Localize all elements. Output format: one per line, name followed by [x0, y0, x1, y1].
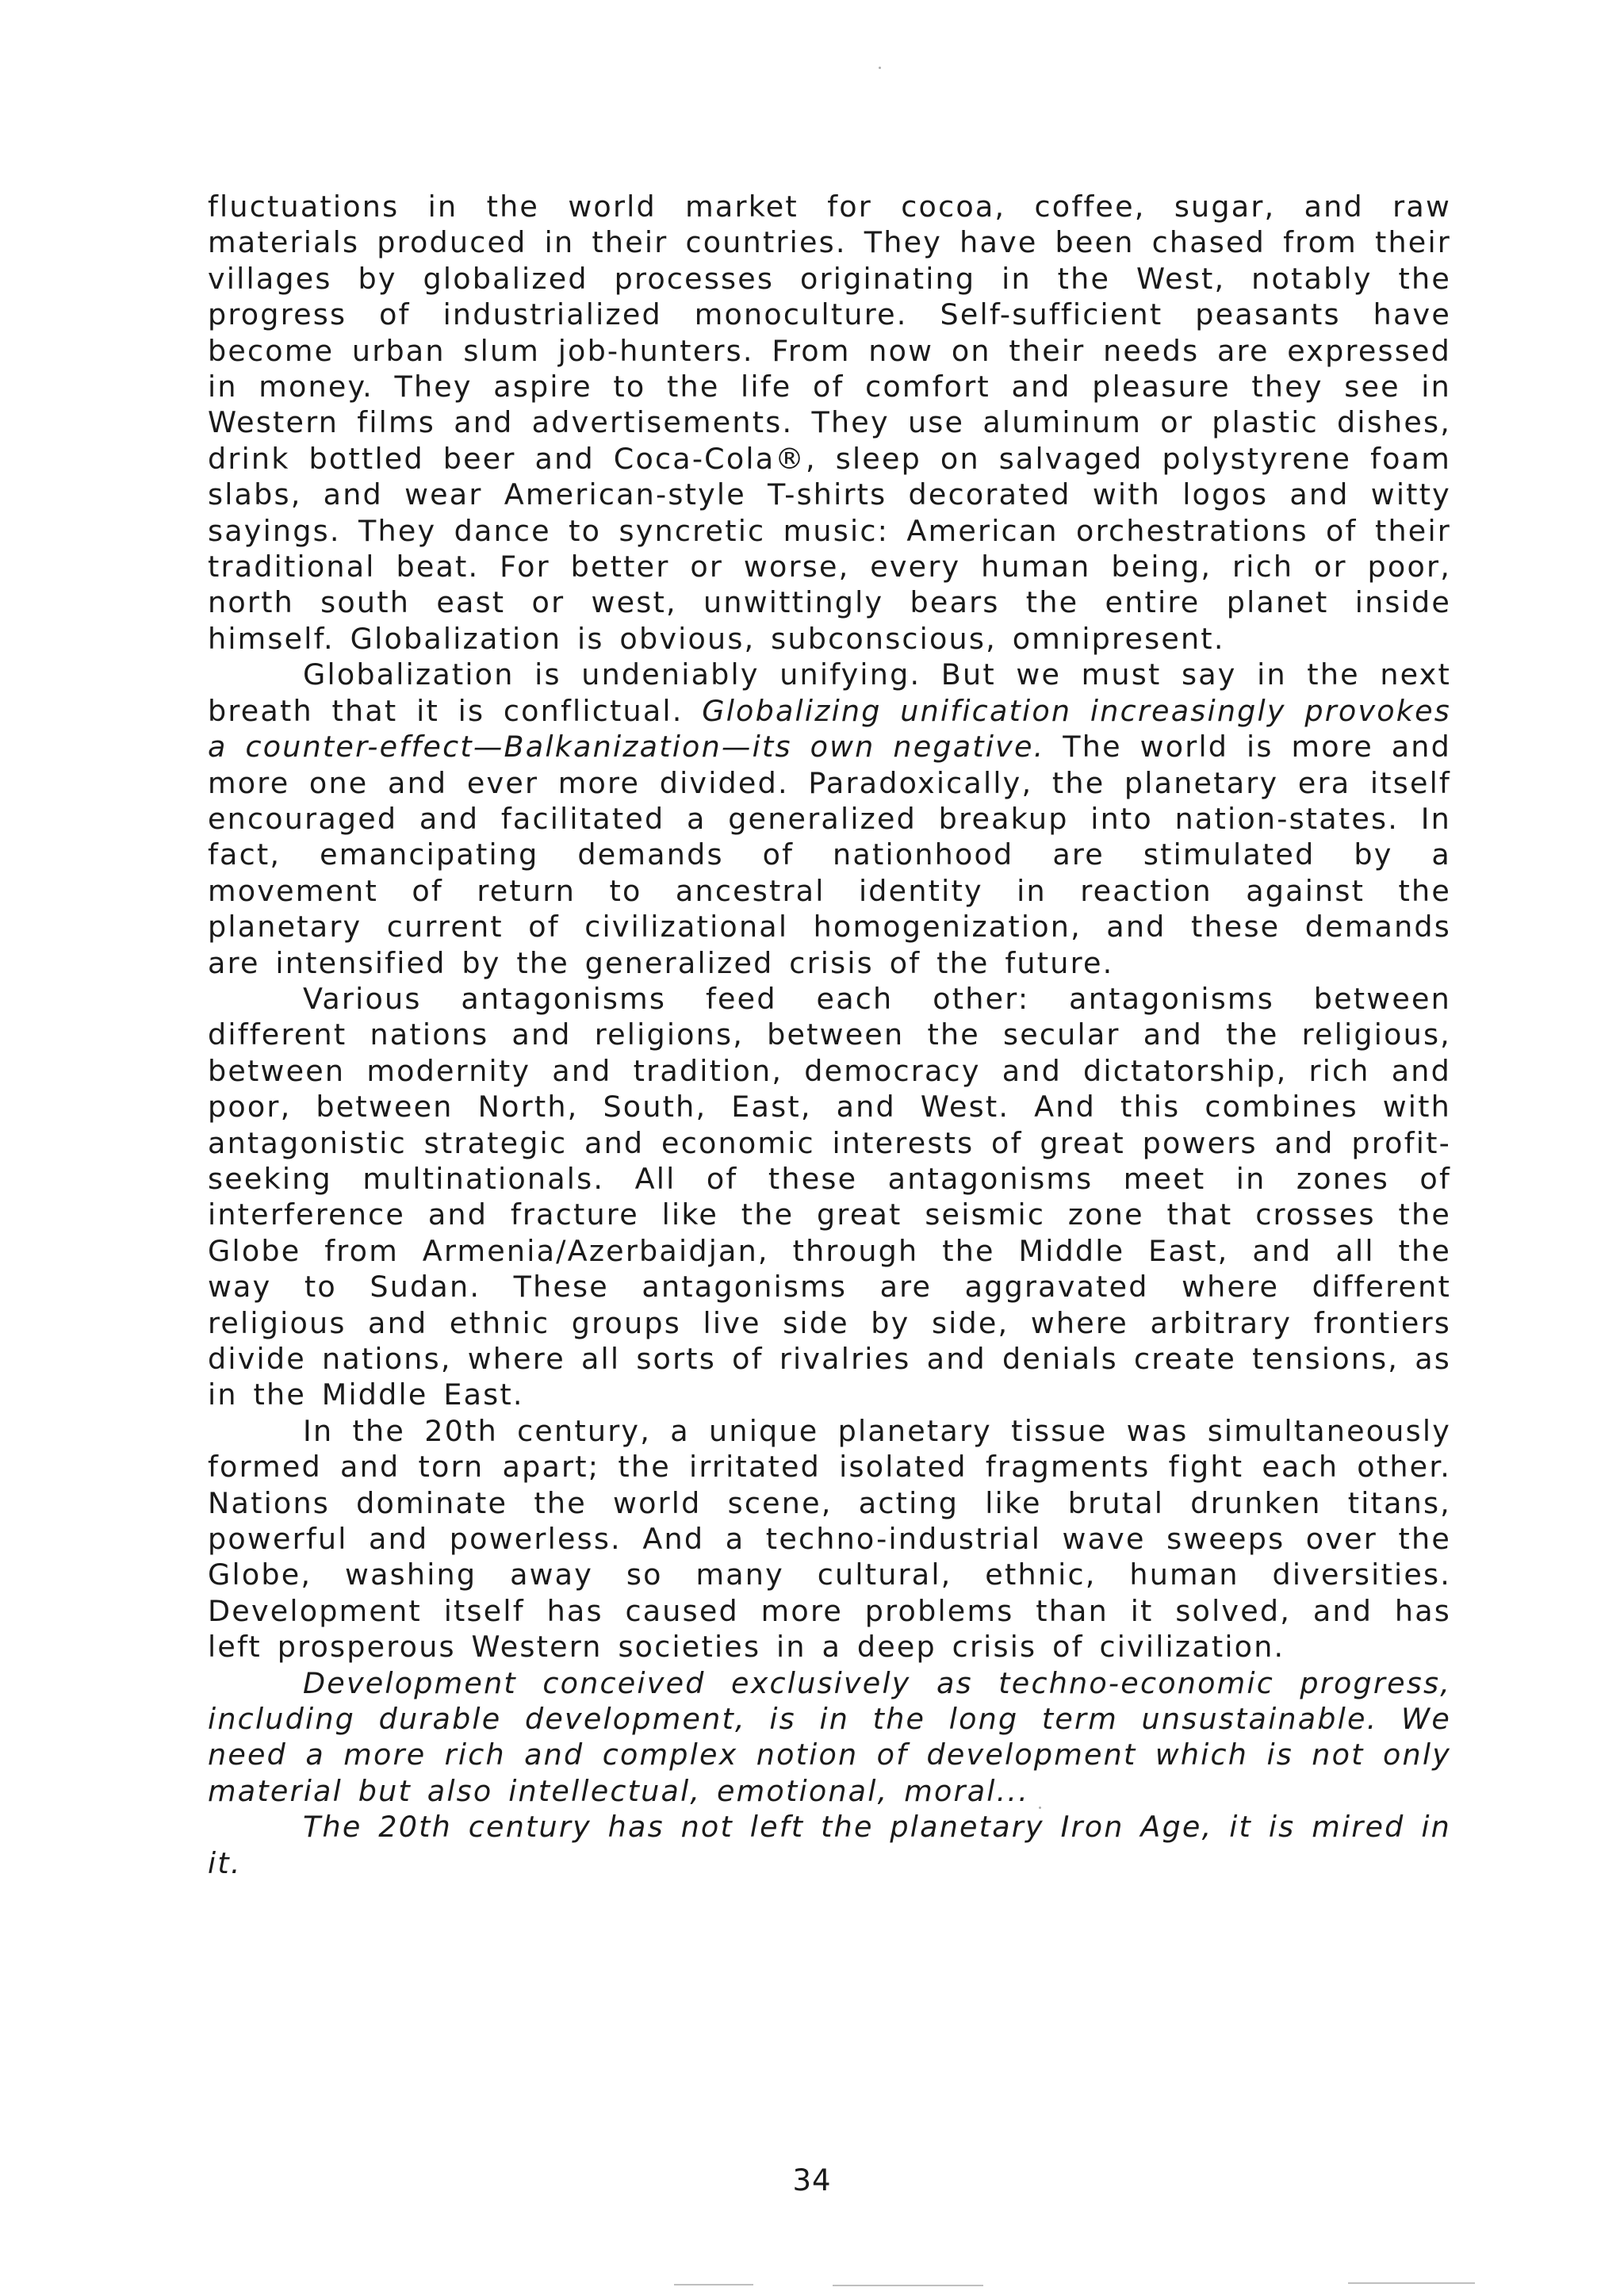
scan-speck [879, 67, 881, 69]
paragraph-4 [208, 1413, 1451, 1665]
paragraph-5-italic: Development conceived exclusively as techno-economic progress, including durable development, is in the long term unsustainable. We need a more rich and complex notion of development which is not only material but also intellectual, emotional, moral... [208, 1665, 1451, 1808]
paragraph-6-italic: The 20th century has not left the planetary Iron Age, it is mired in it. [208, 1810, 1451, 1880]
paragraph-2-text-b: The world is more and more one and ever more divided. Paradoxically, the planetary era itself encouraged and facilitated a generalized breakup into nation-states. In fact, emancipating demands of nationhood are stimulated by a movement of return to ancestral identity in reaction against the planetary current of civilizational homogenization, and these demands are intensified by the generalized crisis of the future. [208, 730, 1452, 980]
paragraph-5 [208, 1665, 1451, 1810]
body-text [208, 189, 1451, 1881]
paragraph-3 [208, 981, 1451, 1413]
scan-speck [1039, 1806, 1041, 1809]
page-number: 34 [792, 2163, 832, 2197]
paragraph-2 [208, 657, 1451, 981]
paragraph-4-text: In the 20th century, a unique planetary tissue was simultaneously formed and torn apart; the irritated isolated fragments fight each other. Nations dominate the world scene, acting like brutal drunken titans, powerful and powerless. And a techno-industrial wave sweeps over the Globe, washing away so many cultural, ethnic, human diversities. Development itself has caused more problems than it solved, and has left prosperous Western societies in a deep crisis of civilization. [208, 1413, 1451, 1665]
paragraph-3-text: Various antagonisms feed each other: antagonisms between different nations and religions, between the secular and the religious, between modernity and tradition, democracy and dictatorship, rich and poor, between North, South, East, and West. And this combines with antagonistic strategic and economic interests of great powers and profit-seeking multinationals. All of these antagonisms meet in zones of interference and fracture like the great seismic zone that crosses the Globe from Armenia/Azerbaidjan, through the Middle East, and all the way to Sudan. These antagonisms are aggravated where different religious and ethnic groups live side by side, where arbitrary frontiers divide nations, where all sorts of rivalries and denials create tensions, as in the Middle East. [208, 981, 1451, 1412]
paragraph-2-italic: Globalizing unification increasingly provokes a counter-effect—Balkanization—its own negative. [208, 693, 1452, 764]
paragraph-1-text: fluctuations in the world market for cocoa, coffee, sugar, and raw materials produced in their countries. They have been chased from their villages by globalized processes originating in the West, notably the progress of industrialized monoculture. Self-sufficient peasants have become urban slum job-hunters. From now on their needs are expressed in money. They aspire to the life of comfort and pleasure they see in Western films and advertisements. They use aluminum or plastic dishes, drink bottled beer and Coca-Cola®, sleep on salvaged polystyrene foam slabs, and wear American-style T-shirts decorated with logos and witty sayings. They dance to syncretic music: American orchestrations of their traditional beat. For better or worse, every human being, rich or poor, north south east or west, unwittingly bears the entire planet inside himself. Globalization is obvious, subconscious, omnipresent. [208, 190, 1451, 656]
paragraph-1 [208, 189, 1451, 657]
scan-line [674, 2284, 753, 2285]
paragraph-2-text-a: Globalization is undeniably unifying. But we must say in the next breath that it is conflictual. [208, 657, 1451, 728]
scan-line [1348, 2282, 1475, 2284]
paragraph-6 [208, 1809, 1451, 1881]
scan-line [833, 2285, 983, 2286]
